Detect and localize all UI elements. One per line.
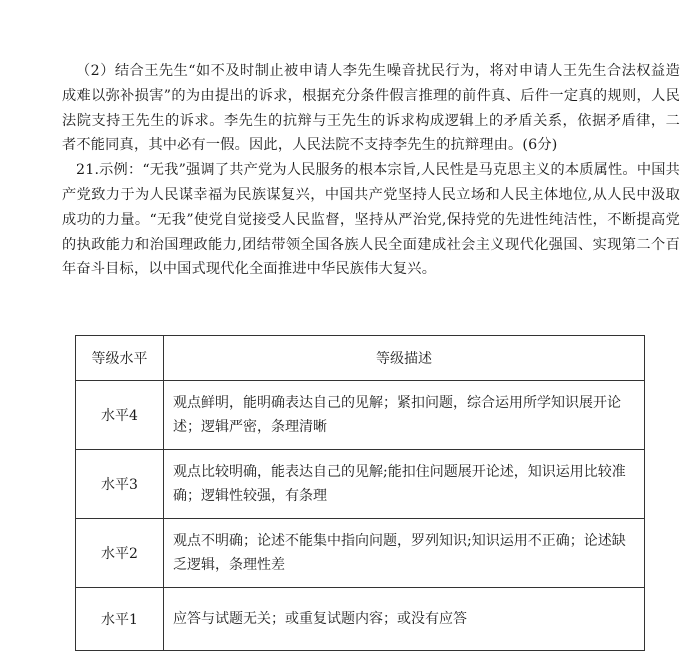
description-cell: 观点比较明确，能表达自己的见解;能扣住问题展开论述，知识运用比较准确；逻辑性较强，有条理: [164, 450, 645, 519]
answer-paragraph-2: （2）结合王先生“如不及时制止被申请人李先生噪音扰民行为，将对申请人王先生合法权益造成难以弥补损害”的为由提出的诉求，根据充分条件假言推理的前件真、后件一定真的规则，人民法院支持王先生的诉求。李先生的抗辩与王先生的诉求构成逻辑上的矛盾关系，依据矛盾律，二者不能同真，其中必有一假。因此，人民法院不支持李先生的抗辩理由。(6分): [62, 63, 680, 154]
answer-paragraph-21: 21.示例：“无我”强调了共产党为人民服务的根本宗旨,人民性是马克思主义的本质属性。中国共产党致力于为人民谋幸福为民族谋复兴，中国共产党坚持人民立场和人民主体地位,从人民中汲取成功的力量。“无我”使党自觉接受人民监督，坚持从严治党,保持党的先进性纯洁性，不断提高党的执政能力和治国理政能力,团结带领全国各族人民全面建成社会主义现代化强国、实现第二个百年奋斗目标，以中国式现代化全面推进中华民族伟大复兴。: [62, 162, 680, 278]
level-cell: 水平1: [76, 588, 164, 651]
header-level: 等级水平: [76, 336, 164, 381]
level-cell: 水平3: [76, 450, 164, 519]
level-cell: 水平2: [76, 519, 164, 588]
grading-table: [75, 335, 645, 651]
table-row: [76, 588, 645, 651]
description-cell: 观点鲜明，能明确表达自己的见解；紧扣问题，综合运用所学知识展开论述；逻辑严密，条理清晰: [164, 381, 645, 450]
table-header-row: [76, 336, 645, 381]
description-cell: 应答与试题无关；或重复试题内容；或没有应答: [164, 588, 645, 651]
header-description: 等级描述: [164, 336, 645, 381]
table-row: [76, 450, 645, 519]
level-cell: 水平4: [76, 381, 164, 450]
document-body: [62, 59, 680, 282]
description-cell: 观点不明确；论述不能集中指向问题，罗列知识;知识运用不正确；论述缺乏逻辑，条理性差: [164, 519, 645, 588]
table-row: [76, 519, 645, 588]
table-row: [76, 381, 645, 450]
